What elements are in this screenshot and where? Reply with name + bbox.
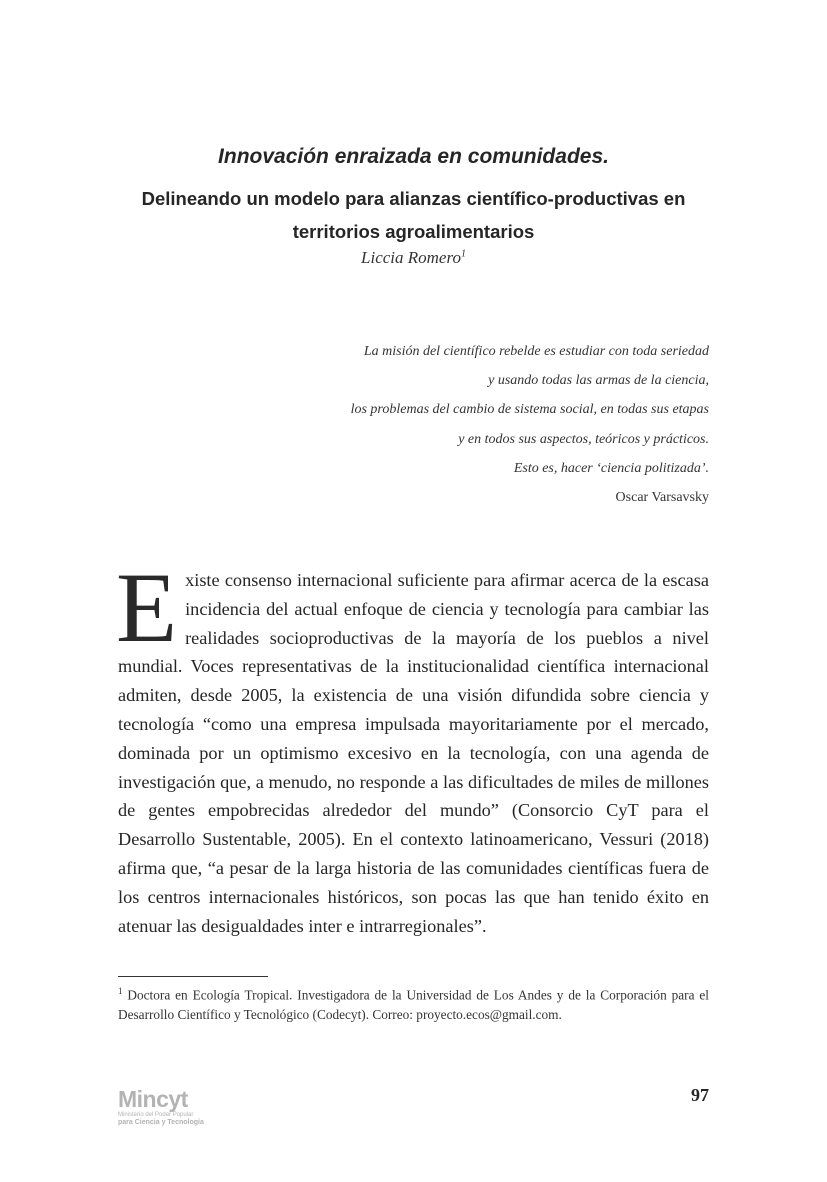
mincyt-logo bbox=[118, 1086, 228, 1126]
logo-name: Mincyt bbox=[118, 1086, 188, 1112]
footnote bbox=[118, 981, 709, 1025]
page-number: 97 bbox=[691, 1085, 709, 1105]
epigraph-line: los problemas del cambio de sistema social, en todas sus etapas bbox=[350, 402, 709, 418]
logo-line-2: para Ciencia y Tecnología bbox=[118, 1119, 204, 1126]
epigraph-line: y en todos sus aspectos, teóricos y prácticos. bbox=[458, 431, 709, 447]
body-paragraph-text: xiste consenso internacional suficiente para afirmar acerca de la escasa incidencia del actual enfoque de ciencia y tecnología para cambiar las realidades socioproductivas de la mayoría de los pueblos a nivel mundial. Voces representativas de la institucionalidad científica internacional admiten, desde 2005, la existencia de una visión difundida sobre ciencia y tecnología “como una empresa impulsada mayoritariamente por el mercado, dominada por un optimismo excesivo en la tecnología, con una agenda de investigación que, a menudo, no responde a las dificultades de miles de millones de gentes empobrecidas alrededor del mundo” (Consorcio CyT para el Desarrollo Sustentable, 2005). En el contexto latinoamericano, Vessuri (2018) afirma que, “a pesar de la larga historia de las comunidades científicas fuera de los centros internacionales históricos, son pocas las que han tenido éxito en atenuar las desigualdades inter e intrarregionales”. bbox=[118, 570, 709, 936]
epigraph-line: La misión del científico rebelde es estudiar con toda seriedad bbox=[363, 344, 709, 359]
footnote-mark: 1 bbox=[118, 986, 123, 996]
epigraph-line: Esto es, hacer ‘ciencia politizada’. bbox=[513, 460, 709, 476]
footnote-text: Doctora en Ecología Tropical. Investigadora de la Universidad de Los Andes y de la Corporación para el Desarrollo Científico y Tecnológico (Codecyt). Correo: proyecto.ecos@gmail.com. bbox=[118, 987, 709, 1023]
chapter-subtitle: Delineando un modelo para alianzas científico-productivas en territorios agroalimentarios bbox=[141, 188, 686, 242]
epigraph-line: y usando todas las armas de la ciencia, bbox=[488, 373, 709, 389]
chapter-title: Innovación enraizada en comunidades. bbox=[218, 145, 609, 168]
drop-cap: E bbox=[116, 552, 178, 663]
body-paragraph bbox=[116, 552, 709, 940]
author-footnote-mark: 1 bbox=[460, 248, 466, 260]
author-line bbox=[0, 248, 827, 268]
author-name: Liccia Romero bbox=[361, 248, 461, 267]
footnote-separator bbox=[118, 976, 268, 977]
logo-line-1: Ministerio del Poder Popular bbox=[118, 1112, 194, 1118]
epigraph-author: Oscar Varsavsky bbox=[615, 490, 709, 506]
epigraph bbox=[269, 337, 709, 512]
